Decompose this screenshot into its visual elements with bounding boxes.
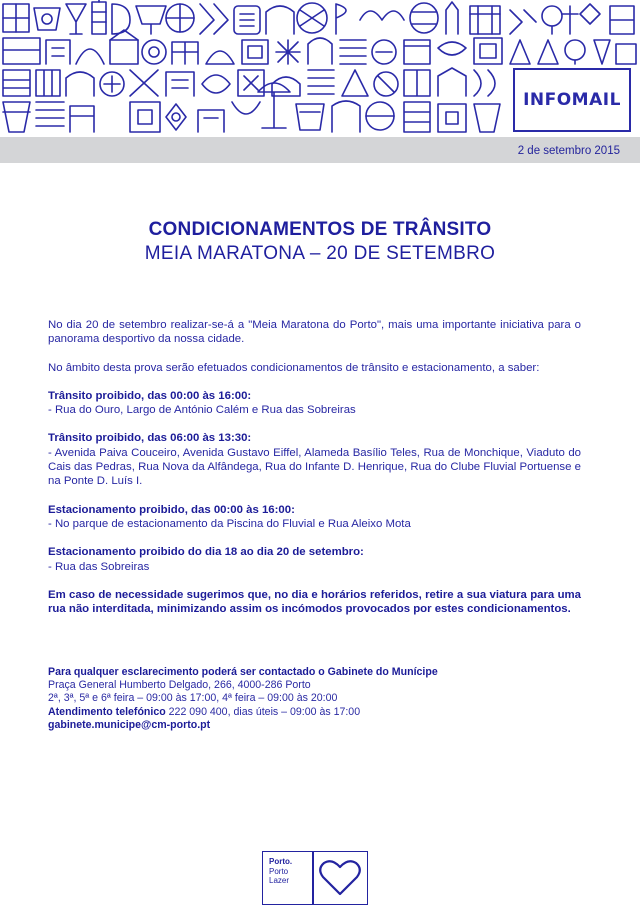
logo-line-porto: Porto xyxy=(269,866,289,876)
contact-address: Praça General Humberto Delgado, 266, 4000-286 Porto xyxy=(48,679,311,692)
contact-phone xyxy=(48,706,548,719)
issue-date: 2 de setembro 2015 xyxy=(517,145,620,157)
logo-text xyxy=(269,857,292,886)
restriction-section xyxy=(48,389,581,418)
logo-line-porto-dot: Porto. xyxy=(269,857,293,866)
section-text: - Rua do Ouro, Largo de António Calém e Rua das Sobreiras xyxy=(48,404,356,417)
logo-divider xyxy=(312,852,314,904)
contact-heading: Para qualquer esclarecimento poderá ser contactado o Gabinete do Munícipe xyxy=(48,666,438,678)
restriction-section xyxy=(48,545,581,574)
title-subtitle: MEIA MARATONA – 20 DE SETEMBRO xyxy=(144,243,496,264)
logo-line-lazer: Lazer xyxy=(269,876,290,885)
infomail-badge: INFOMAIL xyxy=(513,68,631,132)
section-heading: Trânsito proibido, das 00:00 às 16:00: xyxy=(48,389,252,402)
restriction-section xyxy=(48,431,581,488)
contact-email[interactable]: gabinete.municipe@cm-porto.pt xyxy=(48,718,211,731)
intro-paragraph: No dia 20 de setembro realizar-se-á a "Meia Maratona do Porto", mais uma importante iniciativa para o panorama desportivo da nossa cidade. xyxy=(48,319,581,346)
contact-hours: 2ª, 3ª, 5ª e 6ª feira – 09:00 às 17:00, 4ª feira – 09:00 às 20:00 xyxy=(48,692,338,705)
section-heading: Estacionamento proibido, das 00:00 às 16:00: xyxy=(48,503,295,516)
section-heading: Estacionamento proibido do dia 18 ao dia 20 de setembro: xyxy=(48,546,364,559)
phone-text: 222 090 400, dias úteis – 09:00 às 17:00 xyxy=(165,705,361,718)
section-text: - Rua das Sobreiras xyxy=(48,560,150,573)
closing-paragraph: Em caso de necessidade sugerimos que, no dia e horários referidos, retire a sua viatura para uma rua não interditada, minimizando assim os incómodos provocados por estes condicionamentos. xyxy=(48,588,581,616)
contact-block xyxy=(48,666,548,732)
title-main: CONDICIONAMENTOS DE TRÂNSITO xyxy=(148,219,492,240)
page-title xyxy=(0,218,640,266)
scope-paragraph: No âmbito desta prova serão efetuados condicionamentos de trânsito e estacionamento, a saber: xyxy=(48,361,540,374)
section-text: - Avenida Paiva Couceiro, Avenida Gustavo Eiffel, Alameda Basílio Teles, Rua de Monchique, Viaduto do Cais das Pedras, Rua Nova da Alfândega, Rua do Infante D. Henrique, Rua do Clube Fluvial Portuense e na Ponte D. Luís I. xyxy=(48,446,581,488)
header-banner xyxy=(0,0,640,137)
notice-body xyxy=(48,318,581,616)
phone-label: Atendimento telefónico xyxy=(48,705,166,718)
restriction-section xyxy=(48,503,581,532)
heart-icon xyxy=(318,858,362,898)
section-text: - No parque de estacionamento da Piscina do Fluvial e Rua Aleixo Mota xyxy=(48,517,411,530)
section-heading: Trânsito proibido, das 06:00 às 13:30: xyxy=(48,432,252,445)
porto-lazer-logo xyxy=(262,851,368,905)
